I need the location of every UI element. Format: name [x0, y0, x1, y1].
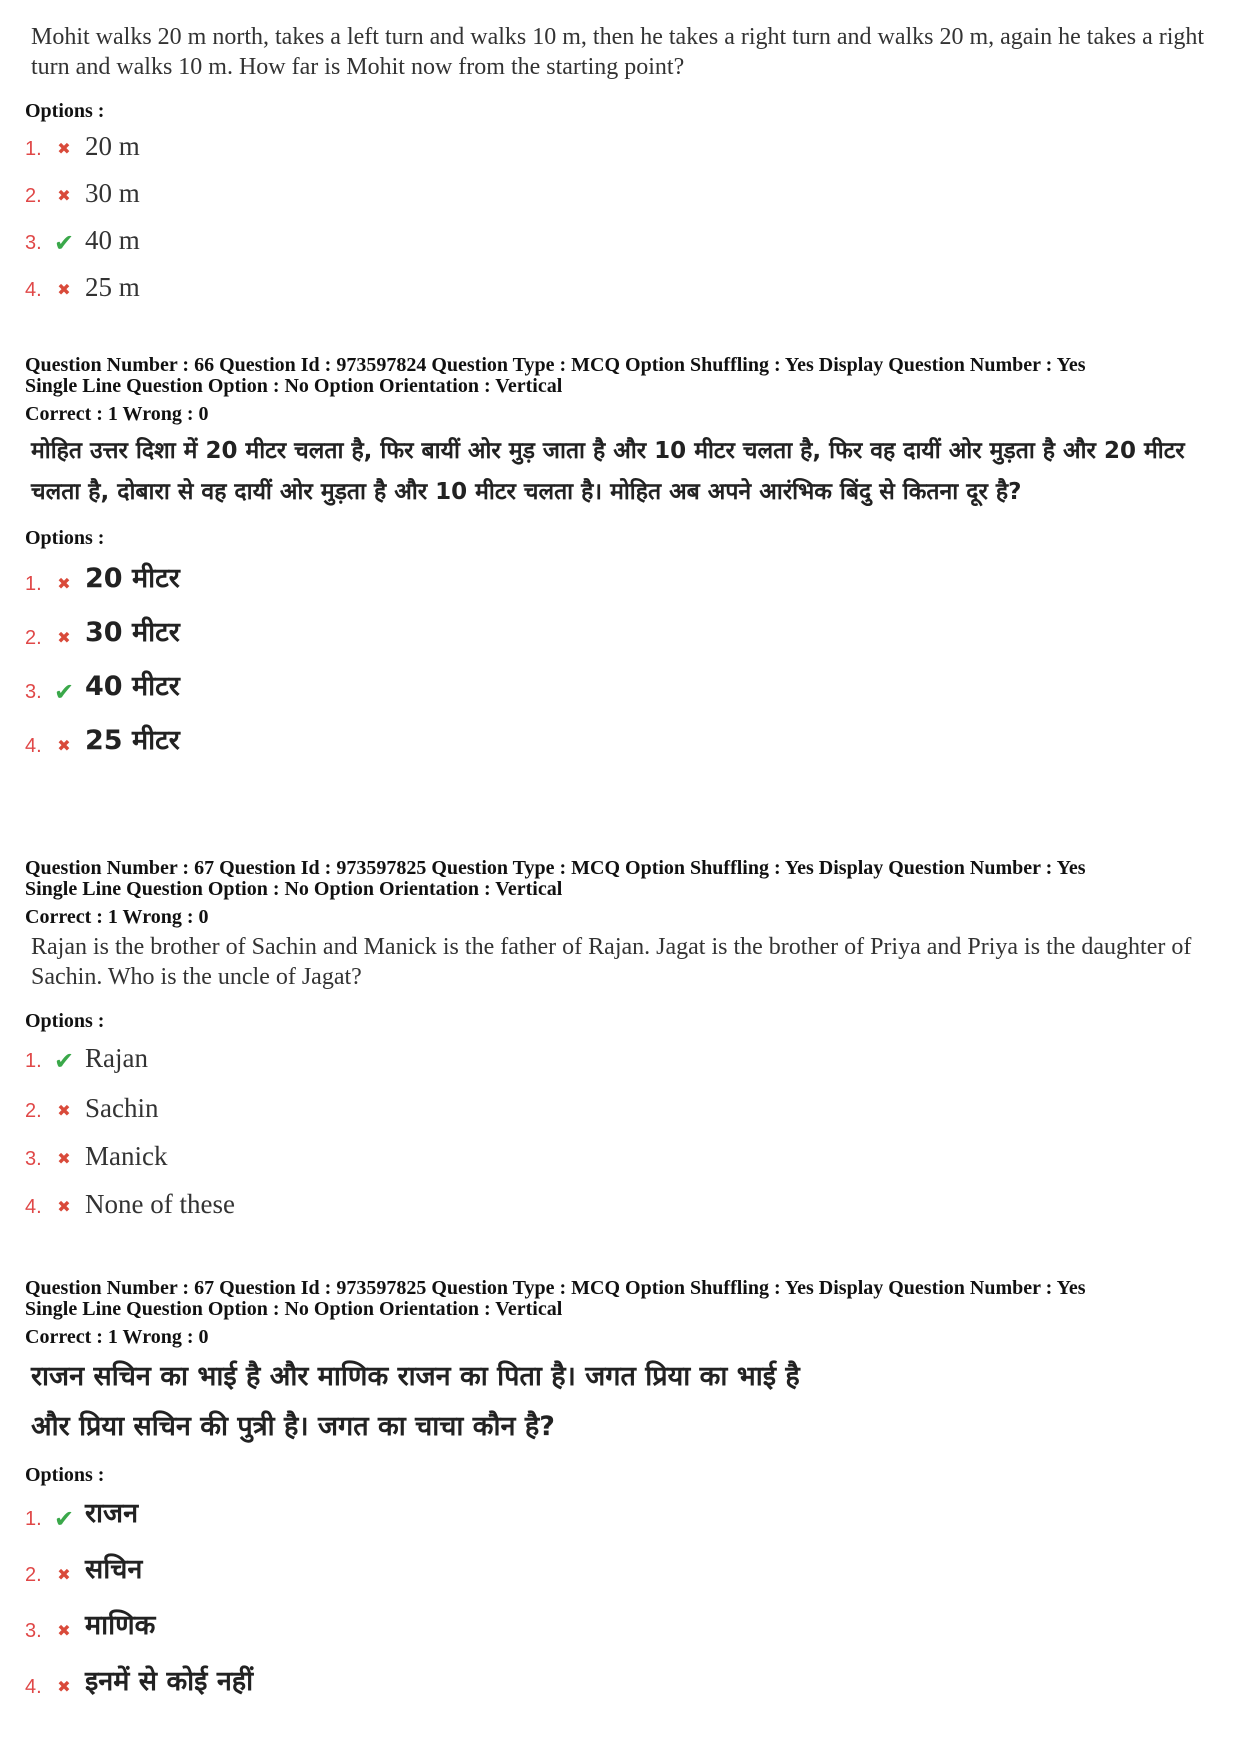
option-3 [25, 670, 1220, 704]
option-1 [25, 562, 1220, 596]
option-text: 25 मीटर [85, 725, 180, 756]
option-number: 1. [25, 138, 42, 160]
question-meta-line: Single Line Question Option : No Option Orientation : Vertical [25, 375, 563, 397]
cross-icon: ✖ [57, 1565, 71, 1584]
check-icon: ✔ [53, 229, 75, 257]
option-text: राजन [85, 1498, 139, 1529]
option-number: 3. [25, 232, 42, 254]
question-text: मोहित उत्तर दिशा में 20 मीटर चलता है, फिर बायीं ओर मुड़ जाता है और 10 मीटर चलता है, फिर वह दायीं ओर मुड़ता है और 20 मीटर चलता है, दोबारा से वह दायीं ओर मुड़ता है और 10 मीटर चलता है। मोहित अब अपने आरंभिक बिंदु से कितना दूर है? [31, 438, 1185, 505]
options-label: Options : [25, 100, 105, 122]
question-66-hindi [25, 355, 1220, 758]
question-65-english [25, 22, 1220, 302]
option-text: 40 मीटर [85, 671, 180, 702]
question-meta-line: Single Line Question Option : No Option Orientation : Vertical [25, 878, 563, 900]
question-text: Mohit walks 20 m north, takes a left turn and walks 10 m, then he takes a right turn and walks 20 m, again he takes a right turn and walks 10 m. How far is Mohit now from the starting point? [31, 24, 1205, 80]
option-text: 40 m [85, 225, 140, 255]
option-text: 20 मीटर [85, 563, 180, 594]
option-number: 1. [25, 1050, 42, 1072]
option-3 [25, 1141, 1220, 1171]
option-number: 4. [25, 1676, 42, 1698]
cross-icon: ✖ [57, 736, 71, 755]
option-number: 4. [25, 1196, 42, 1218]
cross-icon: ✖ [57, 280, 71, 299]
cross-icon: ✖ [57, 1621, 71, 1640]
cross-icon: ✖ [57, 1149, 71, 1168]
option-1 [25, 1043, 1220, 1073]
option-number: 4. [25, 279, 42, 301]
question-text: Rajan is the brother of Sachin and Manick is the father of Rajan. Jagat is the brother of Priya and Priya is the daughter of Sachin. Who is the uncle of Jagat? [31, 934, 1192, 990]
option-text: None of these [85, 1189, 235, 1219]
option-2 [25, 1553, 1220, 1587]
cross-icon: ✖ [57, 139, 71, 158]
question-meta-line: Question Number : 67 Question Id : 973597825 Question Type : MCQ Option Shuffling : Yes Display Question Number : Yes [25, 1277, 1086, 1299]
question-meta-line: Question Number : 67 Question Id : 973597825 Question Type : MCQ Option Shuffling : Yes Display Question Number : Yes [25, 857, 1086, 879]
options-label: Options : [25, 1464, 105, 1486]
option-number: 4. [25, 735, 42, 757]
check-icon: ✔ [53, 1047, 75, 1075]
option-text: 30 मीटर [85, 617, 180, 648]
option-number: 2. [25, 1564, 42, 1586]
option-4 [25, 724, 1220, 758]
question-text-line-1: राजन सचिन का भाई है और माणिक राजन का पिता है। जगत प्रिया का भाई है [31, 1361, 800, 1392]
option-text: 20 m [85, 131, 140, 161]
option-number: 3. [25, 1620, 42, 1642]
option-number: 3. [25, 681, 42, 703]
question-meta-line: Question Number : 66 Question Id : 973597824 Question Type : MCQ Option Shuffling : Yes Display Question Number : Yes [25, 354, 1086, 376]
question-text-line-2: और प्रिया सचिन की पुत्री है। जगत का चाचा कौन है? [31, 1411, 555, 1442]
options-label: Options : [25, 527, 105, 549]
cross-icon: ✖ [57, 628, 71, 647]
option-1 [25, 131, 1220, 161]
option-text: Rajan [85, 1043, 148, 1073]
cross-icon: ✖ [57, 1101, 71, 1120]
cross-icon: ✖ [57, 1197, 71, 1216]
options-label: Options : [25, 1010, 105, 1032]
option-text: 25 m [85, 272, 140, 302]
option-text: इनमें से कोई नहीं [85, 1666, 254, 1697]
option-2 [25, 1093, 1220, 1123]
question-67-hindi [25, 1278, 1220, 1699]
option-1 [25, 1497, 1220, 1531]
question-meta-line: Single Line Question Option : No Option Orientation : Vertical [25, 1298, 563, 1320]
option-3 [25, 1609, 1220, 1643]
option-number: 2. [25, 1100, 42, 1122]
option-3 [25, 225, 1220, 255]
option-text: सचिन [85, 1554, 143, 1585]
marks-line: Correct : 1 Wrong : 0 [25, 1326, 209, 1348]
option-text: Manick [85, 1141, 168, 1171]
option-number: 1. [25, 1508, 42, 1530]
option-number: 3. [25, 1148, 42, 1170]
option-text: 30 m [85, 178, 140, 208]
option-2 [25, 178, 1220, 208]
option-4 [25, 272, 1220, 302]
cross-icon: ✖ [57, 1677, 71, 1696]
cross-icon: ✖ [57, 186, 71, 205]
question-67-english [25, 858, 1220, 1219]
option-text: Sachin [85, 1093, 159, 1123]
marks-line: Correct : 1 Wrong : 0 [25, 403, 209, 425]
option-number: 2. [25, 627, 42, 649]
option-number: 2. [25, 185, 42, 207]
option-number: 1. [25, 573, 42, 595]
check-icon: ✔ [53, 1505, 75, 1533]
option-text: माणिक [85, 1610, 156, 1641]
option-4 [25, 1189, 1220, 1219]
marks-line: Correct : 1 Wrong : 0 [25, 906, 209, 928]
check-icon: ✔ [53, 678, 75, 706]
option-4 [25, 1665, 1220, 1699]
cross-icon: ✖ [57, 574, 71, 593]
option-2 [25, 616, 1220, 650]
